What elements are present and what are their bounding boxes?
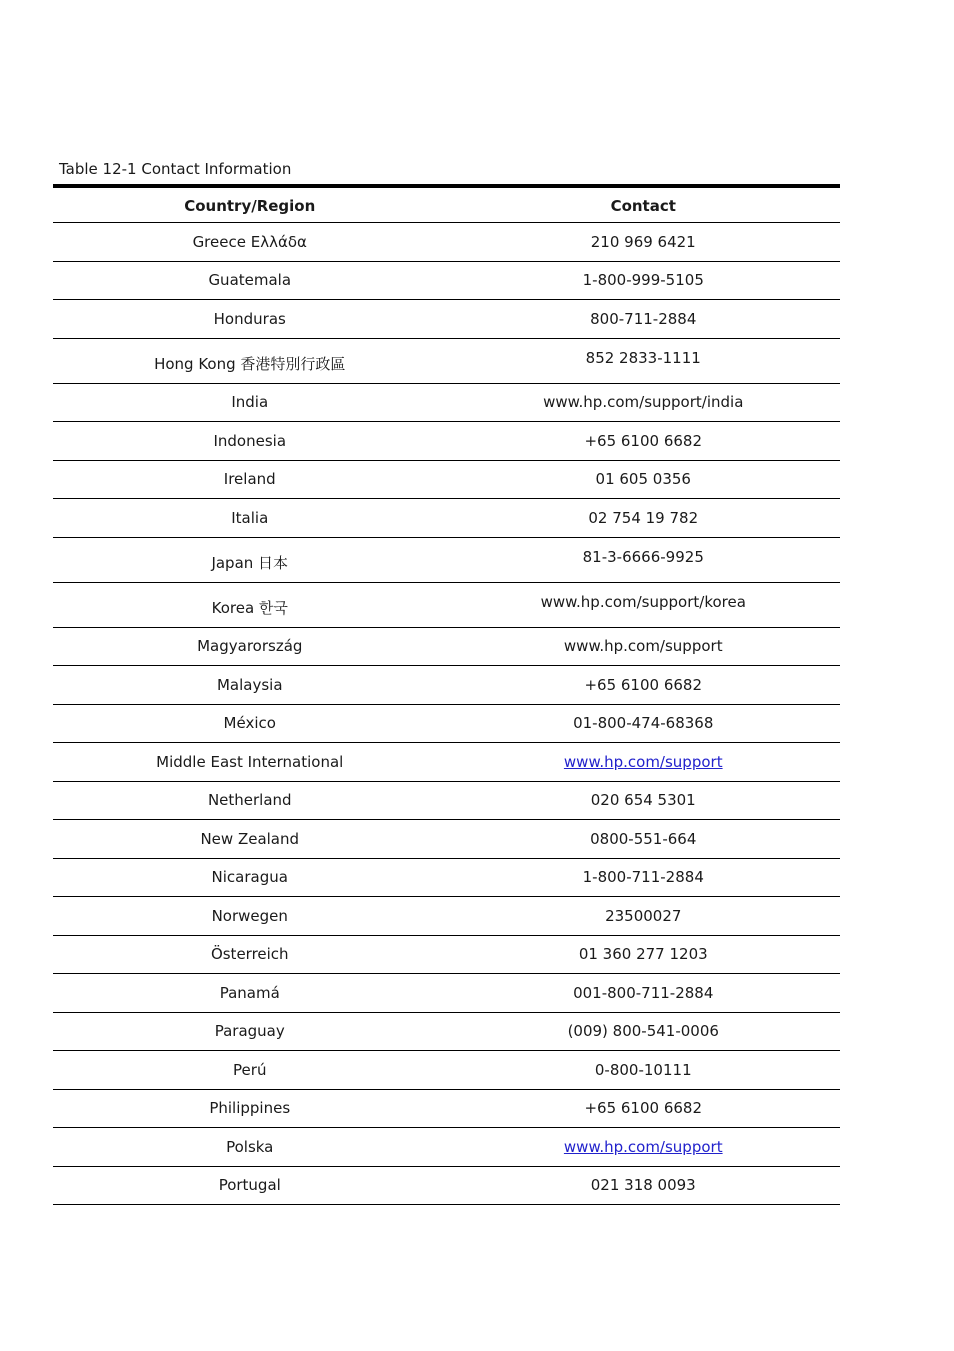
support-link[interactable]: www.hp.com/support <box>563 752 723 771</box>
contact-table <box>53 184 840 1205</box>
country-cell: Philippines <box>53 1089 447 1128</box>
contact-cell: www.hp.com/support/india <box>447 383 841 422</box>
country-cell: Ireland <box>53 460 447 499</box>
table-header-row <box>53 188 840 223</box>
table-row <box>53 261 840 300</box>
table-row <box>53 704 840 743</box>
country-cell: Guatemala <box>53 261 447 300</box>
contact-cell: 021 318 0093 <box>447 1166 841 1205</box>
country-cell: Netherland <box>53 781 447 820</box>
table-row <box>53 460 840 499</box>
table-row <box>53 935 840 974</box>
support-link[interactable]: www.hp.com/support <box>563 1137 723 1156</box>
contact-cell: 020 654 5301 <box>447 781 841 820</box>
country-cell: Honduras <box>53 300 447 339</box>
contact-cell: (009) 800-541-0006 <box>447 1012 841 1051</box>
contact-cell: 1-800-999-5105 <box>447 261 841 300</box>
table-row <box>53 300 840 339</box>
contact-cell: www.hp.com/support/korea <box>447 582 841 627</box>
country-cell: Italia <box>53 499 447 538</box>
country-cell: Perú <box>53 1051 447 1090</box>
contact-cell: www.hp.com/support <box>447 627 841 666</box>
country-cell: India <box>53 383 447 422</box>
table-row <box>53 627 840 666</box>
table-row <box>53 338 840 383</box>
contact-cell: 852 2833-1111 <box>447 338 841 383</box>
country-cell: Norwegen <box>53 897 447 936</box>
country-cell: Middle East International <box>53 743 447 782</box>
table-row <box>53 1166 840 1205</box>
contact-cell <box>447 743 841 782</box>
table-row <box>53 666 840 705</box>
table-row <box>53 422 840 461</box>
contact-cell: +65 6100 6682 <box>447 666 841 705</box>
contact-cell: 1-800-711-2884 <box>447 858 841 897</box>
table-row <box>53 897 840 936</box>
country-cell: Panamá <box>53 974 447 1013</box>
country-cell: Polska <box>53 1128 447 1167</box>
contact-cell: 81-3-6666-9925 <box>447 537 841 582</box>
country-cell: Österreich <box>53 935 447 974</box>
table-row <box>53 223 840 262</box>
country-cell: New Zealand <box>53 820 447 859</box>
country-cell: Magyarország <box>53 627 447 666</box>
contact-cell: 23500027 <box>447 897 841 936</box>
table-row <box>53 582 840 627</box>
country-cell: Hong Kong 香港特別行政區 <box>53 338 447 383</box>
table-row <box>53 1089 840 1128</box>
contact-cell: 800-711-2884 <box>447 300 841 339</box>
country-cell: Korea 한국 <box>53 582 447 627</box>
contact-cell: 0-800-10111 <box>447 1051 841 1090</box>
country-cell: Greece Ελλάδα <box>53 223 447 262</box>
contact-cell: 0800-551-664 <box>447 820 841 859</box>
country-cell: Portugal <box>53 1166 447 1205</box>
contact-cell: 001-800-711-2884 <box>447 974 841 1013</box>
contact-cell: 02 754 19 782 <box>447 499 841 538</box>
table-row <box>53 537 840 582</box>
table-caption: Table 12-1 Contact Information <box>59 160 292 178</box>
table-row <box>53 974 840 1013</box>
table-row <box>53 781 840 820</box>
country-cell: Malaysia <box>53 666 447 705</box>
country-cell: Paraguay <box>53 1012 447 1051</box>
contact-cell: 01 360 277 1203 <box>447 935 841 974</box>
contact-cell: +65 6100 6682 <box>447 1089 841 1128</box>
contact-cell: +65 6100 6682 <box>447 422 841 461</box>
table-row <box>53 820 840 859</box>
table-row <box>53 743 840 782</box>
table-row <box>53 383 840 422</box>
header-country-region: Country/Region <box>53 188 447 223</box>
table-row <box>53 858 840 897</box>
contact-cell: 210 969 6421 <box>447 223 841 262</box>
table-row <box>53 1051 840 1090</box>
country-cell: Japan 日本 <box>53 537 447 582</box>
contact-cell <box>447 1128 841 1167</box>
contact-cell: 01 605 0356 <box>447 460 841 499</box>
header-contact: Contact <box>447 188 841 223</box>
country-cell: México <box>53 704 447 743</box>
country-cell: Nicaragua <box>53 858 447 897</box>
table-row <box>53 1128 840 1167</box>
table-row <box>53 1012 840 1051</box>
country-cell: Indonesia <box>53 422 447 461</box>
table-row <box>53 499 840 538</box>
contact-cell: 01-800-474-68368 <box>447 704 841 743</box>
